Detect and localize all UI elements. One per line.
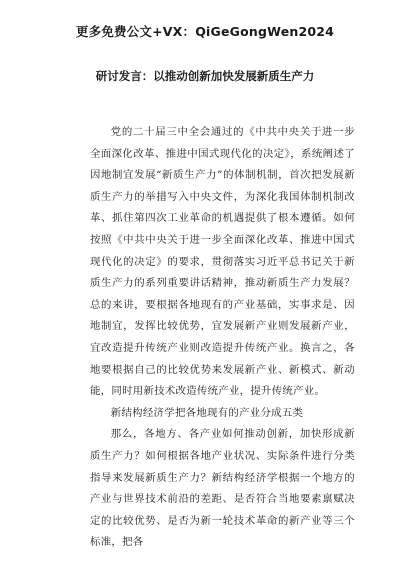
page-header: 更多免费公文+VX：QiGeGongWen2024 [75, 24, 335, 39]
document-title: 研讨发言：以推动创新加快发展新质生产力 [95, 69, 315, 83]
body-paragraph: 那么，各地方、各产业如何推动创新，加快形成新质生产力？如何根据各地产业状况、实际条件进行分类指导来发展新质生产力？新结构经济学根据一个地方的产业与世界技术前沿的差距、是否符合当地要素禀赋决定的比较优势、是否为新一轮技术革命的新产业等三个标准，把各 [90, 428, 355, 549]
document-body [90, 122, 355, 554]
body-paragraph: 党的二十届三中全会通过的《中共中央关于进一步全面深化改革、推进中国式现代化的决定》，系统阐述了因地制宜发展“新质生产力”的体制机制，首次把发展新质生产力的举措写入中央文件，为深化我国体制机制改革、抓住第四次工业革命的机遇提供了根本遵循。如何按照《中共中央关于进一步全面深化改革、推进中国式现代化的决定》的要求，贯彻落实习近平总书记关于新质生产力的系列重要讲话精神，推动新质生产力发展？总的来讲，要根据各地现有的产业基础，实事求是、因地制宜，发挥比较优势，宜发展新产业则发展新产业，宜改造提升传统产业则改造提升传统产业。换言之，各地要根据自己的比较优势来发展新产业、新模式、新动能，同时用新技术改造传统产业，提升传统产业。 [90, 126, 355, 398]
section-heading: 新结构经济学把各地现有的产业分成五类 [110, 406, 304, 419]
